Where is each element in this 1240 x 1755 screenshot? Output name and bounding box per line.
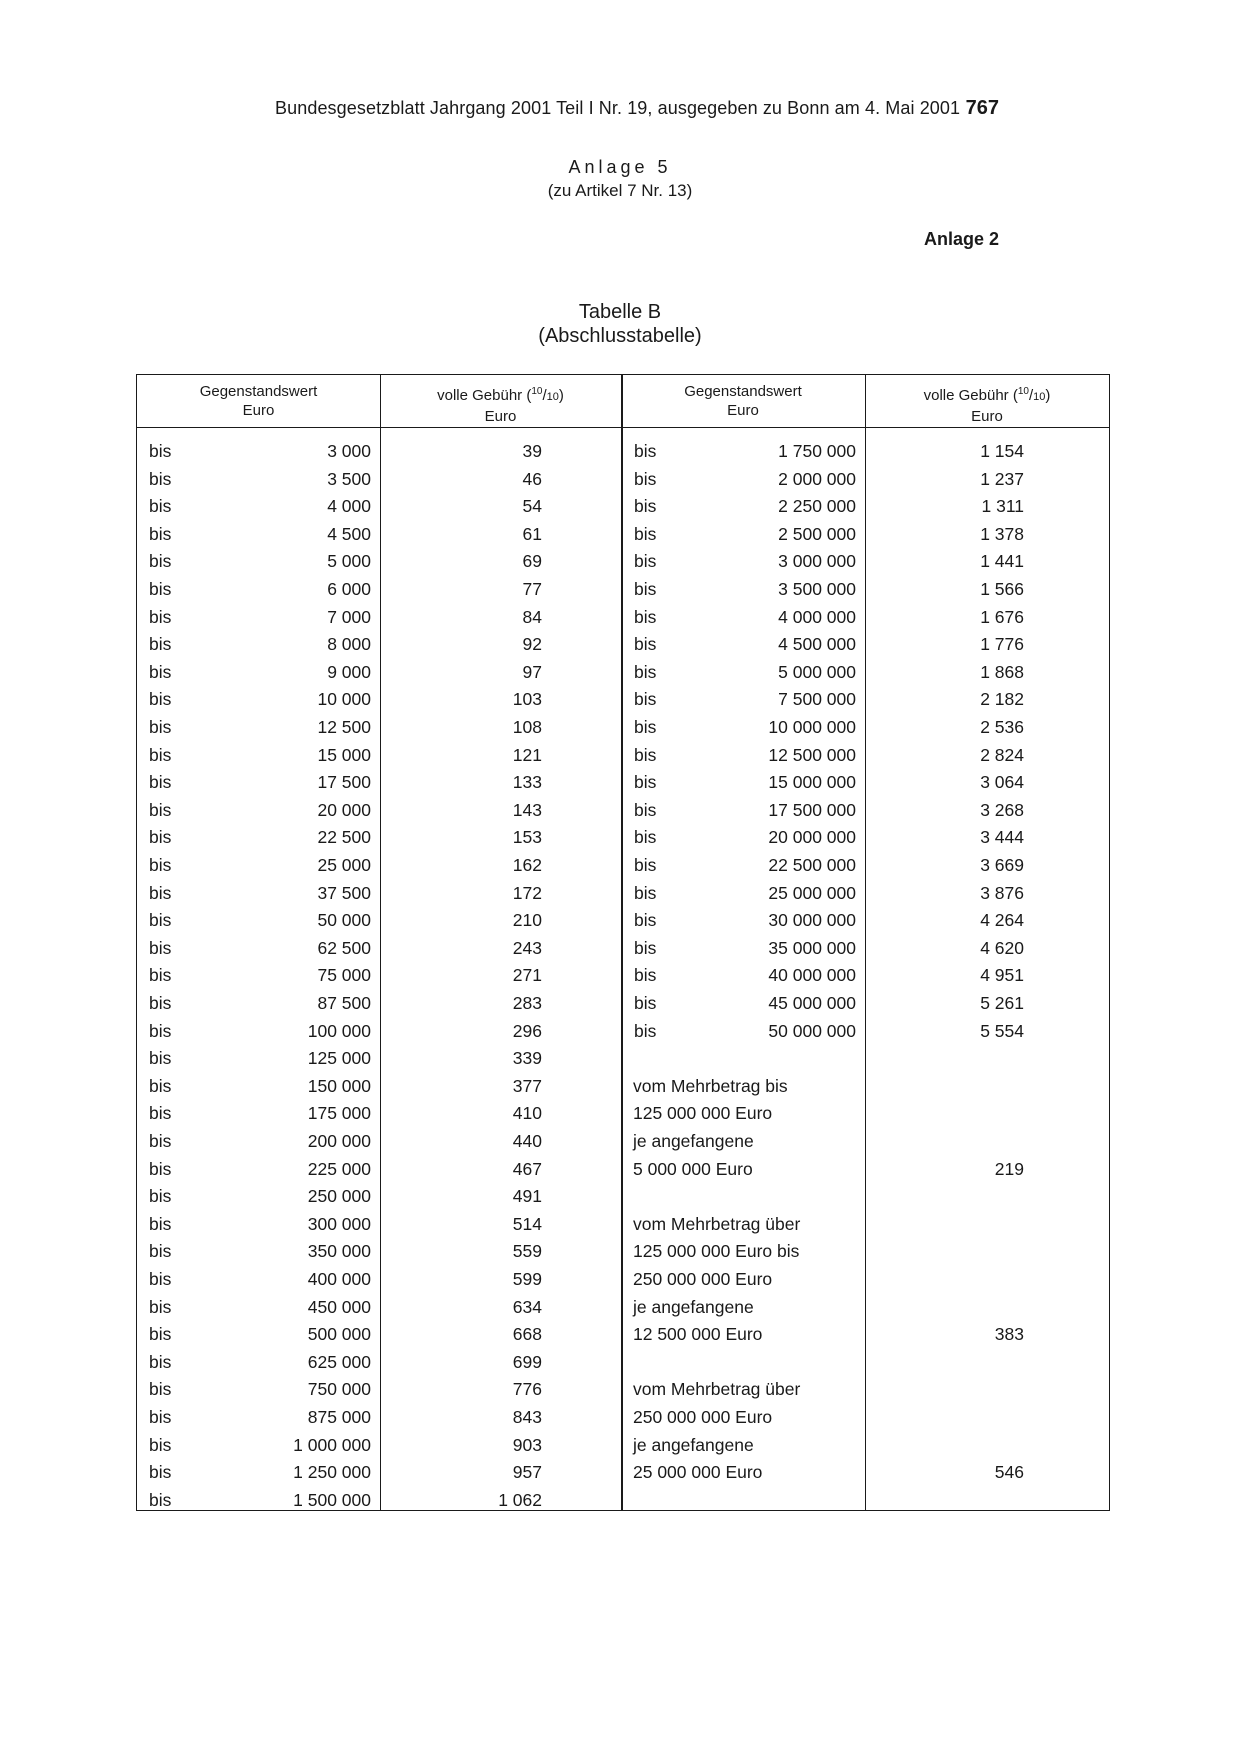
value-cell: 25 000 [317,855,371,875]
value-cell: 7 000 [327,606,371,627]
fee-cell: 3 444 [980,827,1024,848]
value-cell: 875 000 [307,1407,371,1427]
value-cell: 1 750 000 [778,441,856,461]
bis-label: bis [634,717,657,737]
bis-label: bis [149,772,172,793]
fee-cell: 296 [512,1020,542,1041]
note-text: 125 000 000 Euro [633,1103,773,1124]
value-cell: 175 000 [307,1103,371,1124]
table-row-right [137,631,1109,659]
note-text: 25 000 000 Euro [633,1462,763,1483]
bis-label: bis [149,441,172,461]
note-text: 250 000 000 Euro [633,1407,773,1427]
fee-cell: 61 [522,523,542,544]
table-row [137,1349,1109,1377]
bis-label: bis [149,1103,172,1124]
bis-label: bis [149,551,172,572]
bis-label: bis [149,799,172,820]
value-cell: 2 000 000 [778,468,856,489]
table-row-right [137,438,1109,466]
fee-cell: 634 [512,1296,542,1317]
value-cell: 1 250 000 [293,1462,371,1483]
value-cell: 30 000 000 [768,910,856,931]
table-row-right [137,604,1109,632]
fee-cell: 283 [512,993,542,1013]
fee-cell: 410 [512,1103,542,1124]
bis-label: bis [634,855,657,875]
fee-cell: 5 261 [980,993,1024,1013]
fee-cell: 143 [512,799,542,820]
bis-label: bis [634,882,657,903]
bis-label: bis [149,1269,172,1289]
value-cell: 225 000 [307,1158,371,1179]
bis-label: bis [149,937,172,958]
value-cell: 3 500 [327,468,371,489]
value-cell: 4 500 000 [778,634,856,655]
table-row-right [137,742,1109,770]
value-cell: 300 000 [307,1213,371,1234]
note-text: 125 000 000 Euro bis [633,1241,800,1262]
bis-label: bis [634,689,657,710]
value-cell: 4 000 [327,496,371,517]
table-row [137,1183,1109,1211]
fee-cell: 4 620 [980,937,1024,958]
bis-label: bis [634,551,657,572]
value-cell: 20 000 [317,799,371,820]
value-cell: 75 000 [317,965,371,986]
bis-label: bis [634,579,657,599]
bis-label: bis [149,634,172,655]
col-header-label: volle Gebühr ($^{10}$/10) [437,386,564,404]
value-cell: 12 500 000 [768,744,856,765]
value-cell: 500 000 [307,1324,371,1345]
note-line [137,1294,1109,1322]
bis-label: bis [149,1213,172,1234]
bis-label: bis [149,1489,172,1510]
value-cell: 9 000 [327,661,371,682]
fee-cell: 1 237 [980,468,1024,489]
fee-cell: 46 [522,468,542,489]
fee-cell: 3 876 [980,882,1024,903]
value-cell: 20 000 000 [768,827,856,848]
note-line [137,1321,1109,1349]
note-text: vom Mehrbetrag über [633,1379,801,1400]
fee-cell: 1 062 [498,1489,542,1510]
table-row-right [137,659,1109,687]
table-row-right [137,962,1109,990]
bis-label: bis [634,661,657,682]
fee-cell: 514 [512,1213,542,1234]
bis-label: bis [634,441,657,461]
value-cell: 4 000 000 [778,606,856,627]
bis-label: bis [149,1296,172,1317]
fee-cell: 339 [512,1048,542,1069]
value-cell: 2 250 000 [778,496,856,517]
fee-cell: 77 [522,579,542,599]
bis-label: bis [634,827,657,848]
fee-cell: 4 264 [980,910,1024,931]
bis-label: bis [149,1351,172,1372]
value-cell: 22 500 000 [768,855,856,875]
header-divider [137,427,1109,428]
fee-cell: 668 [512,1324,542,1345]
table-row [137,1487,1109,1515]
note-text: 250 000 000 Euro [633,1269,773,1289]
value-cell: 7 500 000 [778,689,856,710]
bis-label: bis [149,1075,172,1096]
value-cell: 450 000 [307,1296,371,1317]
value-cell: 3 000 000 [778,551,856,572]
bis-label: bis [149,744,172,765]
note-line [137,1100,1109,1128]
note-text: 12 500 000 Euro [633,1324,763,1345]
bis-label: bis [634,606,657,627]
value-cell: 50 000 [317,910,371,931]
note-text: 5 000 000 Euro [633,1158,753,1179]
bis-label: bis [149,579,172,599]
bis-label: bis [149,993,172,1013]
value-cell: 150 000 [307,1075,371,1096]
col-header-unit: Euro [971,408,1003,425]
fee-cell: 776 [512,1379,542,1400]
value-cell: 37 500 [317,882,371,903]
col-header-fee-right [865,382,1109,426]
col-header-fee-left [380,382,621,426]
fee-cell: 3 669 [980,855,1024,875]
note-text: je angefangene [633,1296,754,1317]
bis-label: bis [149,717,172,737]
note-text: je angefangene [633,1131,754,1151]
fee-cell: 1 378 [980,523,1024,544]
note-line [137,1211,1109,1239]
table-row-right [137,548,1109,576]
bis-label: bis [634,772,657,793]
fee-cell: 133 [512,772,542,793]
value-cell: 87 500 [317,993,371,1013]
bis-label: bis [149,1241,172,1262]
col-header-label: Gegenstandswert [684,383,802,400]
value-cell: 45 000 000 [768,993,856,1013]
bis-label: bis [634,468,657,489]
col-header-unit: Euro [242,402,275,419]
value-cell: 62 500 [317,937,371,958]
table-row-right [137,880,1109,908]
table-row [137,1045,1109,1073]
page-number: 767 [965,97,999,119]
table-row-right [137,769,1109,797]
bis-label: bis [149,606,172,627]
fee-cell: 377 [512,1075,542,1096]
fee-cell: 1 566 [980,579,1024,599]
note-line [137,1459,1109,1487]
bis-label: bis [149,1462,172,1483]
value-cell: 250 000 [307,1186,371,1207]
table-title-block [0,300,1240,348]
fee-cell: 440 [512,1131,542,1151]
bis-label: bis [634,523,657,544]
note-line [137,1432,1109,1460]
anlage-heading: Anlage 5 [568,157,672,177]
fee-cell: 903 [512,1434,542,1455]
value-cell: 5 000 000 [778,661,856,682]
fee-cell: 1 154 [980,441,1024,461]
col-header-unit: Euro [727,402,759,419]
note-line [137,1404,1109,1432]
fee-cell: 3 268 [980,799,1024,820]
fee-cell: 271 [512,965,542,986]
value-cell: 1 500 000 [293,1489,371,1510]
note-line [137,1128,1109,1156]
value-cell: 750 000 [307,1379,371,1400]
anlage-right-label: Anlage 2 [923,229,999,249]
fee-cell: 957 [512,1462,542,1483]
value-cell: 6 000 [327,579,371,599]
table-row-right [137,686,1109,714]
col-header-unit: Euro [484,408,517,425]
fee-cell: 97 [522,661,542,682]
fee-cell: 699 [512,1351,542,1372]
value-cell: 12 500 [317,717,371,737]
value-cell: 3 000 [327,441,371,461]
bis-label: bis [149,1434,172,1455]
value-cell: 50 000 000 [768,1020,856,1041]
table-subtitle: (Abschlusstabelle) [538,325,702,347]
table-row-right [137,576,1109,604]
fee-cell: 1 776 [980,634,1024,655]
bis-label: bis [149,1186,172,1207]
table-row-right [137,466,1109,494]
fee-cell: 599 [512,1269,542,1289]
bis-label: bis [149,910,172,931]
bis-label: bis [149,1379,172,1400]
note-line [137,1156,1109,1184]
col-header-value-right [621,382,865,420]
bis-label: bis [634,634,657,655]
fee-cell: 162 [512,855,542,875]
fee-cell: 210 [512,910,542,931]
fee-cell: 491 [512,1186,542,1207]
artikel-reference: (zu Artikel 7 Nr. 13) [547,181,693,200]
value-cell: 25 000 000 [768,882,856,903]
col-header-value-left [137,382,380,420]
bis-label: bis [149,965,172,986]
bis-label: bis [634,993,657,1013]
fee-cell: 2 824 [980,744,1024,765]
value-cell: 17 500 000 [768,799,856,820]
fee-cell: 54 [522,496,542,517]
fee-cell: 121 [512,744,542,765]
note-line [137,1266,1109,1294]
bis-label: bis [634,965,657,986]
bis-label: bis [149,1131,172,1151]
bis-label: bis [149,827,172,848]
running-header: Bundesgesetzblatt Jahrgang 2001 Teil I Nr. 19, ausgegeben zu Bonn am 4. Mai 2001 [275,98,961,118]
bis-label: bis [634,910,657,931]
bis-label: bis [149,855,172,875]
note-line [137,1238,1109,1266]
fee-cell: 4 951 [980,965,1024,986]
fee-cell: 108 [512,717,542,737]
table-row-right [137,824,1109,852]
fee-cell: 2 182 [980,689,1024,710]
note-text: vom Mehrbetrag bis [633,1075,788,1096]
fee-cell: 1 676 [980,606,1024,627]
fee-cell: 2 536 [980,717,1024,737]
bis-label: bis [149,468,172,489]
fee-cell: 1 441 [980,551,1024,572]
fee-cell: 219 [994,1158,1024,1179]
note-line [137,1073,1109,1101]
fee-cell: 1 868 [980,661,1024,682]
bis-label: bis [149,1407,172,1427]
value-cell: 100 000 [307,1020,371,1041]
bis-label: bis [634,744,657,765]
value-cell: 4 500 [327,523,371,544]
note-text: vom Mehrbetrag über [633,1213,801,1234]
bis-label: bis [149,689,172,710]
table-row-right [137,907,1109,935]
value-cell: 22 500 [317,827,371,848]
col-header-label: volle Gebühr ($^{10}$/10) [923,386,1051,404]
bis-label: bis [634,1020,657,1041]
value-cell: 10 000 [317,689,371,710]
note-line [137,1376,1109,1404]
value-cell: 400 000 [307,1269,371,1289]
table-row-right [137,990,1109,1018]
bis-label: bis [149,496,172,517]
value-cell: 40 000 000 [768,965,856,986]
value-cell: 2 500 000 [778,523,856,544]
col-header-label: Gegenstandswert [199,383,318,400]
value-cell: 10 000 000 [768,717,856,737]
fee-cell: 84 [522,606,542,627]
fee-cell: 1 311 [981,496,1024,517]
value-cell: 1 000 000 [293,1434,371,1455]
bis-label: bis [149,1158,172,1179]
fee-cell: 559 [512,1241,542,1262]
table-title: Tabelle B [578,301,662,323]
fee-cell: 467 [512,1158,542,1179]
value-cell: 3 500 000 [778,579,856,599]
fee-cell: 92 [522,634,542,655]
bis-label: bis [149,1324,172,1345]
fee-cell: 69 [522,551,542,572]
bis-label: bis [634,496,657,517]
bis-label: bis [149,523,172,544]
bis-label: bis [149,1048,172,1069]
fee-cell: 3 064 [980,772,1024,793]
table-row-right [137,714,1109,742]
fee-cell: 5 554 [980,1020,1024,1041]
bis-label: bis [634,937,657,958]
table-row-right [137,493,1109,521]
fee-cell: 172 [512,882,542,903]
fee-cell: 546 [994,1462,1024,1483]
value-cell: 15 000 [317,744,371,765]
value-cell: 125 000 [307,1048,371,1069]
value-cell: 8 000 [327,634,371,655]
fee-cell: 243 [512,937,542,958]
table-row-right [137,852,1109,880]
fee-cell: 153 [512,827,542,848]
table-row-right [137,935,1109,963]
value-cell: 15 000 000 [768,772,856,793]
bis-label: bis [149,882,172,903]
table-row-right [137,521,1109,549]
value-cell: 5 000 [327,551,371,572]
table-row-right [137,797,1109,825]
value-cell: 35 000 000 [768,937,856,958]
fee-cell: 843 [512,1407,542,1427]
value-cell: 17 500 [317,772,371,793]
bis-label: bis [149,661,172,682]
value-cell: 625 000 [307,1351,371,1372]
note-text: je angefangene [633,1434,754,1455]
table-row-right [137,1018,1109,1046]
fee-cell: 383 [994,1324,1024,1345]
fee-cell: 39 [522,441,542,461]
bis-label: bis [634,799,657,820]
bis-label: bis [149,1020,172,1041]
fee-table [136,374,1110,1511]
fee-cell: 103 [512,689,542,710]
value-cell: 200 000 [307,1131,371,1151]
value-cell: 350 000 [307,1241,371,1262]
